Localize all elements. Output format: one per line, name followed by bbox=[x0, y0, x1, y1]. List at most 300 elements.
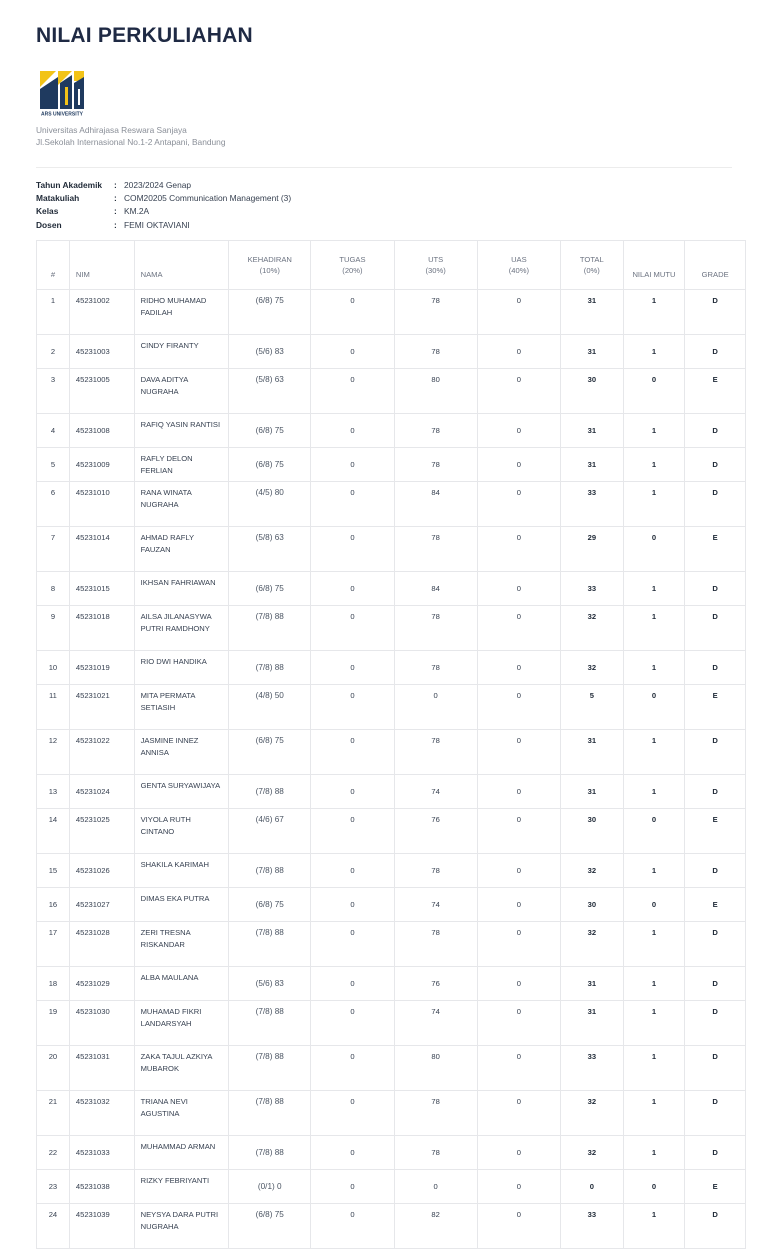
cell-grade: E bbox=[685, 369, 746, 414]
cell-grade: E bbox=[685, 809, 746, 854]
cell-nama: RIO DWI HANDIKA bbox=[134, 651, 229, 685]
page-title: NILAI PERKULIAHAN bbox=[36, 24, 253, 47]
meta-row-kelas bbox=[36, 205, 291, 218]
cell-uts: 80 bbox=[394, 369, 477, 414]
cell-kehadiran: (6/8) 75 bbox=[229, 730, 311, 775]
cell-kehadiran: (7/8) 88 bbox=[229, 1046, 311, 1091]
header-line: UTS bbox=[428, 255, 444, 264]
cell-uas: 0 bbox=[477, 1136, 560, 1170]
table-row bbox=[37, 1170, 746, 1204]
cell-nim: 45231021 bbox=[69, 685, 134, 730]
cell-nim: 45231010 bbox=[69, 482, 134, 527]
cell-uas: 0 bbox=[477, 922, 560, 967]
course-info bbox=[36, 179, 291, 232]
cell-uts: 82 bbox=[394, 1204, 477, 1249]
cell-total: 31 bbox=[560, 1001, 623, 1046]
cell-uts: 84 bbox=[394, 572, 477, 606]
cell-nama: RAFLY DELON FERLIAN bbox=[134, 448, 229, 482]
cell-grade: D bbox=[685, 1136, 746, 1170]
cell-grade: D bbox=[685, 482, 746, 527]
cell-nilai-mutu: 1 bbox=[623, 775, 685, 809]
header-line: TUGAS bbox=[339, 255, 366, 264]
cell-nama: ZAKA TAJUL AZKIYA MUBAROK bbox=[134, 1046, 229, 1091]
cell-total: 31 bbox=[560, 775, 623, 809]
cell-kehadiran: (6/8) 75 bbox=[229, 290, 311, 335]
cell-tugas: 0 bbox=[311, 730, 394, 775]
table-row bbox=[37, 1136, 746, 1170]
cell-no: 8 bbox=[37, 572, 70, 606]
cell-nilai-mutu: 0 bbox=[623, 527, 685, 572]
meta-label: Dosen bbox=[36, 219, 62, 230]
meta-separator: : bbox=[114, 206, 117, 217]
cell-nama: RANA WINATA NUGRAHA bbox=[134, 482, 229, 527]
cell-kehadiran: (6/8) 75 bbox=[229, 888, 311, 922]
cell-uts: 78 bbox=[394, 730, 477, 775]
cell-tugas: 0 bbox=[311, 967, 394, 1001]
cell-tugas: 0 bbox=[311, 685, 394, 730]
table-row bbox=[37, 730, 746, 775]
cell-no: 15 bbox=[37, 854, 70, 888]
university-logo bbox=[38, 69, 86, 117]
column-header-total bbox=[560, 241, 623, 290]
cell-total: 32 bbox=[560, 1136, 623, 1170]
cell-uas: 0 bbox=[477, 414, 560, 448]
table-row bbox=[37, 448, 746, 482]
cell-nim: 45231014 bbox=[69, 527, 134, 572]
cell-nim: 45231039 bbox=[69, 1204, 134, 1249]
cell-nama: DAVA ADITYA NUGRAHA bbox=[134, 369, 229, 414]
cell-grade: D bbox=[685, 1001, 746, 1046]
cell-kehadiran: (5/6) 83 bbox=[229, 335, 311, 369]
cell-no: 21 bbox=[37, 1091, 70, 1136]
cell-no: 1 bbox=[37, 290, 70, 335]
cell-uas: 0 bbox=[477, 809, 560, 854]
cell-uts: 78 bbox=[394, 414, 477, 448]
cell-uts: 78 bbox=[394, 922, 477, 967]
cell-tugas: 0 bbox=[311, 854, 394, 888]
column-header-nilai-mutu: NILAI MUTU bbox=[623, 241, 685, 290]
cell-tugas: 0 bbox=[311, 809, 394, 854]
cell-no: 17 bbox=[37, 922, 70, 967]
cell-uas: 0 bbox=[477, 967, 560, 1001]
cell-total: 30 bbox=[560, 369, 623, 414]
cell-nim: 45231030 bbox=[69, 1001, 134, 1046]
cell-uts: 84 bbox=[394, 482, 477, 527]
cell-grade: E bbox=[685, 888, 746, 922]
cell-no: 23 bbox=[37, 1170, 70, 1204]
cell-no: 18 bbox=[37, 967, 70, 1001]
cell-nilai-mutu: 1 bbox=[623, 1091, 685, 1136]
cell-nim: 45231022 bbox=[69, 730, 134, 775]
table-header bbox=[37, 241, 746, 290]
cell-kehadiran: (5/8) 63 bbox=[229, 527, 311, 572]
cell-kehadiran: (7/8) 88 bbox=[229, 1136, 311, 1170]
cell-tugas: 0 bbox=[311, 1170, 394, 1204]
cell-kehadiran: (7/8) 88 bbox=[229, 1091, 311, 1136]
cell-uas: 0 bbox=[477, 335, 560, 369]
table-row bbox=[37, 482, 746, 527]
cell-tugas: 0 bbox=[311, 775, 394, 809]
meta-row-matakuliah bbox=[36, 192, 291, 205]
table-row bbox=[37, 335, 746, 369]
cell-uas: 0 bbox=[477, 1204, 560, 1249]
cell-nama: MUHAMAD FIKRI LANDARSYAH bbox=[134, 1001, 229, 1046]
university-name: Universitas Adhirajasa Reswara Sanjaya bbox=[36, 125, 187, 135]
cell-kehadiran: (5/6) 83 bbox=[229, 967, 311, 1001]
table-row bbox=[37, 572, 746, 606]
cell-nama: CINDY FIRANTY bbox=[134, 335, 229, 369]
column-header-uts bbox=[394, 241, 477, 290]
cell-grade: D bbox=[685, 967, 746, 1001]
header-weight: (0%) bbox=[583, 266, 600, 275]
meta-separator: : bbox=[114, 219, 117, 230]
cell-nama: SHAKILA KARIMAH bbox=[134, 854, 229, 888]
cell-kehadiran: (4/8) 50 bbox=[229, 685, 311, 730]
cell-uas: 0 bbox=[477, 448, 560, 482]
cell-total: 29 bbox=[560, 527, 623, 572]
cell-tugas: 0 bbox=[311, 922, 394, 967]
cell-grade: D bbox=[685, 335, 746, 369]
cell-uas: 0 bbox=[477, 1001, 560, 1046]
cell-nama: ZERI TRESNA RISKANDAR bbox=[134, 922, 229, 967]
cell-no: 7 bbox=[37, 527, 70, 572]
cell-nilai-mutu: 1 bbox=[623, 730, 685, 775]
cell-total: 31 bbox=[560, 335, 623, 369]
cell-tugas: 0 bbox=[311, 1136, 394, 1170]
cell-uts: 78 bbox=[394, 290, 477, 335]
cell-nama: TRIANA NEVI AGUSTINA bbox=[134, 1091, 229, 1136]
cell-tugas: 0 bbox=[311, 482, 394, 527]
meta-label: Matakuliah bbox=[36, 193, 80, 204]
cell-grade: D bbox=[685, 922, 746, 967]
cell-uts: 78 bbox=[394, 1136, 477, 1170]
cell-total: 31 bbox=[560, 448, 623, 482]
cell-uas: 0 bbox=[477, 572, 560, 606]
cell-grade: D bbox=[685, 1046, 746, 1091]
cell-nim: 45231027 bbox=[69, 888, 134, 922]
cell-nilai-mutu: 0 bbox=[623, 809, 685, 854]
column-header-no: # bbox=[37, 241, 70, 290]
header-weight: (10%) bbox=[259, 266, 280, 275]
table-row bbox=[37, 775, 746, 809]
cell-uts: 76 bbox=[394, 809, 477, 854]
cell-tugas: 0 bbox=[311, 1091, 394, 1136]
cell-total: 33 bbox=[560, 1046, 623, 1091]
cell-uts: 0 bbox=[394, 685, 477, 730]
cell-tugas: 0 bbox=[311, 448, 394, 482]
cell-nilai-mutu: 1 bbox=[623, 606, 685, 651]
cell-total: 32 bbox=[560, 1091, 623, 1136]
divider bbox=[36, 167, 732, 168]
meta-label: Tahun Akademik bbox=[36, 180, 103, 190]
cell-nilai-mutu: 0 bbox=[623, 888, 685, 922]
university-info bbox=[36, 124, 226, 148]
meta-value: KM.2A bbox=[124, 206, 150, 217]
meta-row-tahun-akademik bbox=[36, 179, 291, 192]
cell-nama: GENTA SURYAWIJAYA bbox=[134, 775, 229, 809]
cell-nilai-mutu: 1 bbox=[623, 414, 685, 448]
grades-table bbox=[36, 240, 746, 1249]
cell-grade: D bbox=[685, 606, 746, 651]
cell-uas: 0 bbox=[477, 1170, 560, 1204]
meta-separator: : bbox=[114, 180, 117, 190]
table-row bbox=[37, 967, 746, 1001]
table-body bbox=[37, 290, 746, 1249]
cell-total: 0 bbox=[560, 1170, 623, 1204]
cell-no: 10 bbox=[37, 651, 70, 685]
cell-nilai-mutu: 1 bbox=[623, 290, 685, 335]
cell-nama: AILSA JILANASYWA PUTRI RAMDHONY bbox=[134, 606, 229, 651]
cell-no: 19 bbox=[37, 1001, 70, 1046]
cell-kehadiran: (6/8) 75 bbox=[229, 572, 311, 606]
cell-no: 22 bbox=[37, 1136, 70, 1170]
cell-uas: 0 bbox=[477, 1046, 560, 1091]
cell-tugas: 0 bbox=[311, 606, 394, 651]
table-row bbox=[37, 922, 746, 967]
cell-uas: 0 bbox=[477, 888, 560, 922]
header-line: UAS bbox=[511, 255, 527, 264]
header-line: TOTAL bbox=[579, 255, 604, 264]
cell-nilai-mutu: 1 bbox=[623, 572, 685, 606]
cell-nama: RIZKY FEBRIYANTI bbox=[134, 1170, 229, 1204]
column-header-nim: NIM bbox=[69, 241, 134, 290]
cell-grade: D bbox=[685, 414, 746, 448]
cell-nim: 45231028 bbox=[69, 922, 134, 967]
table-row bbox=[37, 527, 746, 572]
cell-kehadiran: (4/5) 80 bbox=[229, 482, 311, 527]
cell-total: 31 bbox=[560, 967, 623, 1001]
cell-grade: E bbox=[685, 527, 746, 572]
cell-uts: 74 bbox=[394, 1001, 477, 1046]
column-header-grade: GRADE bbox=[685, 241, 746, 290]
cell-no: 3 bbox=[37, 369, 70, 414]
cell-total: 33 bbox=[560, 482, 623, 527]
cell-grade: D bbox=[685, 448, 746, 482]
cell-no: 9 bbox=[37, 606, 70, 651]
cell-no: 16 bbox=[37, 888, 70, 922]
header-line: KEHADIRAN bbox=[247, 255, 292, 264]
cell-nilai-mutu: 1 bbox=[623, 1001, 685, 1046]
cell-nilai-mutu: 1 bbox=[623, 1136, 685, 1170]
cell-nim: 45231002 bbox=[69, 290, 134, 335]
table-row bbox=[37, 606, 746, 651]
cell-nilai-mutu: 1 bbox=[623, 1204, 685, 1249]
cell-total: 33 bbox=[560, 572, 623, 606]
cell-nilai-mutu: 1 bbox=[623, 335, 685, 369]
cell-nim: 45231032 bbox=[69, 1091, 134, 1136]
header-weight: (30%) bbox=[425, 266, 446, 275]
cell-nama: ALBA MAULANA bbox=[134, 967, 229, 1001]
cell-no: 6 bbox=[37, 482, 70, 527]
cell-nim: 45231033 bbox=[69, 1136, 134, 1170]
table-row bbox=[37, 369, 746, 414]
cell-no: 24 bbox=[37, 1204, 70, 1249]
cell-uas: 0 bbox=[477, 482, 560, 527]
cell-kehadiran: (7/8) 88 bbox=[229, 922, 311, 967]
cell-nim: 45231029 bbox=[69, 967, 134, 1001]
meta-value: 2023/2024 Genap bbox=[124, 180, 192, 190]
cell-tugas: 0 bbox=[311, 1001, 394, 1046]
cell-nim: 45231005 bbox=[69, 369, 134, 414]
cell-nama: IKHSAN FAHRIAWAN bbox=[134, 572, 229, 606]
cell-nim: 45231003 bbox=[69, 335, 134, 369]
cell-nama: RIDHO MUHAMAD FADILAH bbox=[134, 290, 229, 335]
table-row bbox=[37, 809, 746, 854]
table-row bbox=[37, 888, 746, 922]
cell-uas: 0 bbox=[477, 1091, 560, 1136]
cell-grade: D bbox=[685, 572, 746, 606]
cell-no: 20 bbox=[37, 1046, 70, 1091]
cell-nama: DIMAS EKA PUTRA bbox=[134, 888, 229, 922]
cell-tugas: 0 bbox=[311, 888, 394, 922]
cell-uas: 0 bbox=[477, 775, 560, 809]
cell-no: 11 bbox=[37, 685, 70, 730]
cell-uts: 0 bbox=[394, 1170, 477, 1204]
cell-uas: 0 bbox=[477, 527, 560, 572]
cell-uts: 78 bbox=[394, 527, 477, 572]
cell-no: 5 bbox=[37, 448, 70, 482]
cell-kehadiran: (7/8) 88 bbox=[229, 1001, 311, 1046]
cell-nilai-mutu: 0 bbox=[623, 685, 685, 730]
table-row bbox=[37, 1091, 746, 1136]
table-row bbox=[37, 651, 746, 685]
cell-tugas: 0 bbox=[311, 335, 394, 369]
cell-uas: 0 bbox=[477, 369, 560, 414]
cell-kehadiran: (4/6) 67 bbox=[229, 809, 311, 854]
cell-total: 5 bbox=[560, 685, 623, 730]
cell-nilai-mutu: 1 bbox=[623, 448, 685, 482]
cell-uas: 0 bbox=[477, 606, 560, 651]
meta-label: Kelas bbox=[36, 206, 59, 217]
cell-nama: NEYSYA DARA PUTRI NUGRAHA bbox=[134, 1204, 229, 1249]
cell-grade: D bbox=[685, 854, 746, 888]
cell-tugas: 0 bbox=[311, 572, 394, 606]
cell-uts: 78 bbox=[394, 1091, 477, 1136]
cell-tugas: 0 bbox=[311, 290, 394, 335]
cell-total: 32 bbox=[560, 651, 623, 685]
table-row bbox=[37, 685, 746, 730]
cell-grade: D bbox=[685, 1204, 746, 1249]
cell-nilai-mutu: 1 bbox=[623, 922, 685, 967]
cell-nama: MITA PERMATA SETIASIH bbox=[134, 685, 229, 730]
cell-no: 2 bbox=[37, 335, 70, 369]
cell-nim: 45231026 bbox=[69, 854, 134, 888]
cell-grade: E bbox=[685, 685, 746, 730]
cell-kehadiran: (7/8) 88 bbox=[229, 775, 311, 809]
cell-nama: MUHAMMAD ARMAN bbox=[134, 1136, 229, 1170]
cell-uts: 78 bbox=[394, 606, 477, 651]
cell-kehadiran: (0/1) 0 bbox=[229, 1170, 311, 1204]
cell-nilai-mutu: 1 bbox=[623, 651, 685, 685]
cell-nim: 45231018 bbox=[69, 606, 134, 651]
cell-uts: 78 bbox=[394, 448, 477, 482]
cell-grade: D bbox=[685, 651, 746, 685]
cell-nim: 45231008 bbox=[69, 414, 134, 448]
cell-grade: E bbox=[685, 1170, 746, 1204]
cell-kehadiran: (6/8) 75 bbox=[229, 1204, 311, 1249]
meta-value: FEMI OKTAVIANI bbox=[124, 219, 190, 230]
cell-uts: 78 bbox=[394, 651, 477, 685]
table-row bbox=[37, 414, 746, 448]
header-weight: (20%) bbox=[342, 266, 363, 275]
cell-total: 32 bbox=[560, 606, 623, 651]
table-row bbox=[37, 854, 746, 888]
cell-uas: 0 bbox=[477, 685, 560, 730]
cell-nim: 45231031 bbox=[69, 1046, 134, 1091]
cell-grade: D bbox=[685, 730, 746, 775]
logo-wordmark: ARS UNIVERSITY bbox=[41, 111, 83, 117]
cell-uas: 0 bbox=[477, 651, 560, 685]
table-row bbox=[37, 290, 746, 335]
column-header-nama: NAMA bbox=[134, 241, 229, 290]
cell-nilai-mutu: 0 bbox=[623, 1170, 685, 1204]
cell-total: 32 bbox=[560, 854, 623, 888]
column-header-tugas bbox=[311, 241, 394, 290]
cell-nilai-mutu: 1 bbox=[623, 482, 685, 527]
cell-tugas: 0 bbox=[311, 1204, 394, 1249]
table-row bbox=[37, 1046, 746, 1091]
cell-total: 30 bbox=[560, 888, 623, 922]
meta-row-dosen bbox=[36, 219, 291, 232]
cell-total: 32 bbox=[560, 922, 623, 967]
cell-no: 13 bbox=[37, 775, 70, 809]
cell-nim: 45231024 bbox=[69, 775, 134, 809]
cell-tugas: 0 bbox=[311, 527, 394, 572]
cell-total: 31 bbox=[560, 414, 623, 448]
cell-uts: 74 bbox=[394, 775, 477, 809]
cell-uts: 74 bbox=[394, 888, 477, 922]
cell-uas: 0 bbox=[477, 730, 560, 775]
cell-tugas: 0 bbox=[311, 1046, 394, 1091]
cell-kehadiran: (7/8) 88 bbox=[229, 651, 311, 685]
column-header-kehadiran bbox=[229, 241, 311, 290]
cell-kehadiran: (6/8) 75 bbox=[229, 448, 311, 482]
cell-nim: 45231025 bbox=[69, 809, 134, 854]
cell-grade: D bbox=[685, 775, 746, 809]
cell-nilai-mutu: 1 bbox=[623, 967, 685, 1001]
cell-nim: 45231009 bbox=[69, 448, 134, 482]
cell-nilai-mutu: 1 bbox=[623, 854, 685, 888]
cell-total: 31 bbox=[560, 290, 623, 335]
meta-separator: : bbox=[114, 193, 117, 204]
cell-nim: 45231038 bbox=[69, 1170, 134, 1204]
cell-tugas: 0 bbox=[311, 414, 394, 448]
cell-no: 14 bbox=[37, 809, 70, 854]
cell-uts: 80 bbox=[394, 1046, 477, 1091]
cell-kehadiran: (7/8) 88 bbox=[229, 854, 311, 888]
cell-uas: 0 bbox=[477, 854, 560, 888]
university-address: Jl.Sekolah Internasional No.1-2 Antapani, Bandung bbox=[36, 137, 226, 147]
cell-no: 4 bbox=[37, 414, 70, 448]
cell-kehadiran: (5/8) 63 bbox=[229, 369, 311, 414]
cell-grade: D bbox=[685, 1091, 746, 1136]
cell-nama: RAFIQ YASIN RANTISI bbox=[134, 414, 229, 448]
cell-nim: 45231019 bbox=[69, 651, 134, 685]
cell-total: 31 bbox=[560, 730, 623, 775]
cell-nim: 45231015 bbox=[69, 572, 134, 606]
cell-uts: 78 bbox=[394, 335, 477, 369]
cell-kehadiran: (6/8) 75 bbox=[229, 414, 311, 448]
cell-uts: 78 bbox=[394, 854, 477, 888]
cell-uts: 76 bbox=[394, 967, 477, 1001]
cell-nama: JASMINE INNEZ ANNISA bbox=[134, 730, 229, 775]
cell-nilai-mutu: 0 bbox=[623, 369, 685, 414]
table-row bbox=[37, 1204, 746, 1249]
cell-nama: AHMAD RAFLY FAUZAN bbox=[134, 527, 229, 572]
cell-total: 33 bbox=[560, 1204, 623, 1249]
cell-total: 30 bbox=[560, 809, 623, 854]
cell-nilai-mutu: 1 bbox=[623, 1046, 685, 1091]
